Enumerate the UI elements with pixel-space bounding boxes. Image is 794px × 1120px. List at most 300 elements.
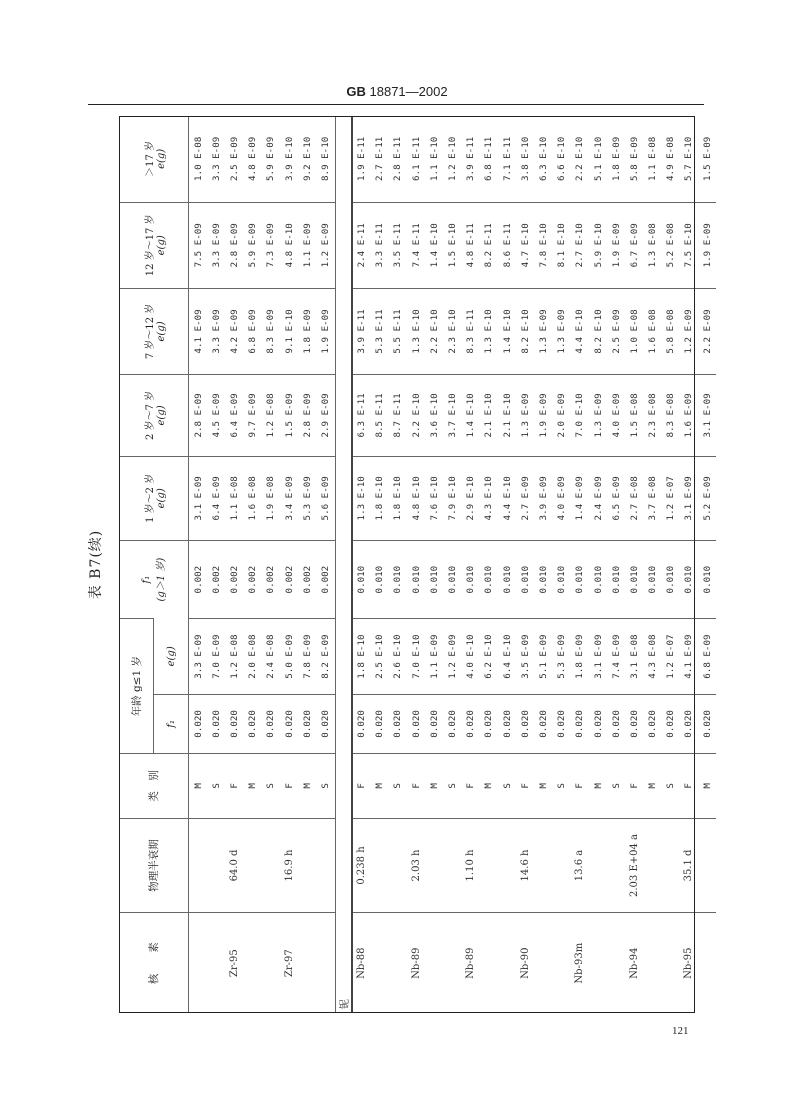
f1-cell: 0.020 bbox=[225, 694, 243, 753]
halflife-cell bbox=[662, 818, 680, 913]
halflife-cell: 64.0 d bbox=[225, 818, 243, 913]
eg-2-7-cell: 6.4 E-09 bbox=[225, 375, 243, 457]
eg-7-12-cell: 1.3 E-10 bbox=[480, 288, 498, 374]
table-row bbox=[371, 116, 389, 1013]
type-cell: F bbox=[516, 754, 534, 819]
eg-infant-cell: 4.1 E-09 bbox=[680, 619, 698, 694]
table-row bbox=[698, 116, 716, 1013]
halflife-cell bbox=[698, 818, 716, 913]
f1-cell: 0.020 bbox=[425, 694, 443, 753]
table-row bbox=[352, 116, 371, 1013]
eg-1-2-cell: 1.6 E-08 bbox=[244, 456, 262, 540]
eg-infant-cell: 7.4 E-09 bbox=[607, 619, 625, 694]
f1-older-cell: 0.002 bbox=[244, 540, 262, 619]
type-cell: S bbox=[607, 754, 625, 819]
eg-1-2-cell: 1.9 E-08 bbox=[262, 456, 280, 540]
eg-17-cell: 5.1 E-10 bbox=[592, 136, 604, 181]
f1-cell: 0.020 bbox=[625, 694, 643, 753]
eg-2-7-cell: 1.6 E-09 bbox=[680, 375, 698, 457]
eg-infant-cell: 1.2 E-09 bbox=[443, 619, 461, 694]
nuclide-cell bbox=[371, 913, 389, 1013]
eg-12-17-cell: 1.9 E-09 bbox=[698, 202, 716, 288]
table-row bbox=[443, 116, 461, 1013]
table-caption: 表 B7(续) bbox=[88, 529, 104, 600]
eg-1-2-cell: 1.8 E-10 bbox=[371, 456, 389, 540]
type-cell: F bbox=[407, 754, 425, 819]
nuclide-cell: Nb-89 bbox=[407, 913, 425, 1013]
f1-older-cell: 0.010 bbox=[698, 540, 716, 619]
nuclide-cell: Zr-97 bbox=[280, 913, 298, 1013]
col-age-2-7-header bbox=[119, 375, 189, 457]
eg-7-12-cell: 3.3 E-09 bbox=[207, 288, 225, 374]
nuclide-cell: Nb-89 bbox=[462, 913, 480, 1013]
nuclide-cell bbox=[498, 913, 516, 1013]
halflife-cell: 2.03 E+04 a bbox=[625, 818, 643, 913]
table-row bbox=[244, 116, 262, 1013]
nuclide-cell bbox=[698, 913, 716, 1013]
f1-older-cell: 0.010 bbox=[352, 540, 371, 619]
f1-older-cell: 0.010 bbox=[607, 540, 625, 619]
col-halflife-header: 物理半衰期 bbox=[119, 818, 189, 913]
eg-2-7-cell: 8.7 E-11 bbox=[389, 375, 407, 457]
eg-7-12-cell: 1.8 E-09 bbox=[298, 288, 316, 374]
halflife-cell bbox=[189, 818, 208, 913]
eg-2-7-cell: 9.7 E-09 bbox=[244, 375, 262, 457]
type-cell: M bbox=[589, 754, 607, 819]
eg-infant-cell: 1.2 E-08 bbox=[225, 619, 243, 694]
eg-infant-cell: 8.2 E-09 bbox=[316, 619, 335, 694]
f1-cell: 0.020 bbox=[534, 694, 552, 753]
halflife-cell bbox=[607, 818, 625, 913]
eg-17-cell: 3.9 E-10 bbox=[283, 136, 295, 181]
nuclide-cell bbox=[644, 913, 662, 1013]
table-row bbox=[389, 116, 407, 1013]
eg-17-cell: 1.0 E-08 bbox=[192, 136, 204, 181]
nuclide-cell: Zr-95 bbox=[225, 913, 243, 1013]
f1-older-cell: 0.010 bbox=[425, 540, 443, 619]
age-2-7-eg: e(g) bbox=[155, 405, 167, 426]
eg-12-17-cell: 5.9 E-10 bbox=[589, 202, 607, 288]
eg-17-cell: 2.7 E-11 bbox=[374, 136, 386, 181]
table-row bbox=[516, 116, 534, 1013]
type-cell: F bbox=[680, 754, 698, 819]
eg-7-12-cell: 1.6 E-08 bbox=[644, 288, 662, 374]
col-f1-older-header bbox=[119, 540, 189, 619]
eg-2-7-cell: 2.1 E-10 bbox=[498, 375, 516, 457]
eg-7-12-cell: 4.1 E-09 bbox=[189, 288, 208, 374]
eg-17-cell: 6.3 E-10 bbox=[537, 136, 549, 181]
eg-1-2-cell: 5.6 E-09 bbox=[316, 456, 335, 540]
table-row bbox=[662, 116, 680, 1013]
table-row bbox=[571, 116, 589, 1013]
halflife-cell bbox=[298, 818, 316, 913]
eg-12-17-cell: 3.3 E-09 bbox=[207, 202, 225, 288]
eg-2-7-cell: 1.5 E-08 bbox=[625, 375, 643, 457]
table-row bbox=[553, 116, 571, 1013]
table-row bbox=[498, 116, 516, 1013]
f1-cell: 0.020 bbox=[316, 694, 335, 753]
eg-12-17-cell: 5.2 E-08 bbox=[662, 202, 680, 288]
eg-infant-cell: 2.6 E-10 bbox=[389, 619, 407, 694]
f1-older-cell: 0.010 bbox=[516, 540, 534, 619]
age-1-2-label: 1 岁～2 岁 bbox=[144, 473, 156, 523]
eg-2-7-cell: 2.0 E-09 bbox=[553, 375, 571, 457]
eg-12-17-cell: 7.8 E-10 bbox=[534, 202, 552, 288]
eg-1-2-cell: 3.7 E-08 bbox=[644, 456, 662, 540]
eg-1-2-cell: 2.7 E-09 bbox=[516, 456, 534, 540]
type-cell: S bbox=[262, 754, 280, 819]
f1-cell: 0.020 bbox=[553, 694, 571, 753]
eg-17-cell: 3.9 E-11 bbox=[465, 136, 477, 181]
halflife-cell bbox=[644, 818, 662, 913]
halflife-cell bbox=[480, 818, 498, 913]
eg-17-cell: 6.8 E-11 bbox=[483, 136, 495, 181]
eg-7-12-cell: 2.2 E-09 bbox=[698, 288, 716, 374]
eg-7-12-cell: 2.5 E-09 bbox=[607, 288, 625, 374]
age-17-label: ＞17 岁 bbox=[144, 140, 156, 177]
eg-12-17-cell: 5.9 E-09 bbox=[244, 202, 262, 288]
eg-1-2-cell: 6.4 E-09 bbox=[207, 456, 225, 540]
halflife-cell: 0.238 h bbox=[352, 818, 371, 913]
eg-12-17-cell: 1.5 E-10 bbox=[443, 202, 461, 288]
f1-older-cell: 0.010 bbox=[462, 540, 480, 619]
nuclide-cell bbox=[425, 913, 443, 1013]
page-number: 121 bbox=[672, 1025, 689, 1037]
f1-older-cell: 0.010 bbox=[644, 540, 662, 619]
eg-infant-cell: 4.3 E-08 bbox=[644, 619, 662, 694]
eg-17-cell: 5.7 E-10 bbox=[683, 136, 695, 181]
header-rule bbox=[88, 104, 704, 105]
f1-cell: 0.020 bbox=[280, 694, 298, 753]
f1-cell: 0.020 bbox=[443, 694, 461, 753]
eg-7-12-cell: 1.4 E-10 bbox=[498, 288, 516, 374]
col-age-12-17-header bbox=[119, 202, 189, 288]
eg-12-17-cell: 8.1 E-10 bbox=[553, 202, 571, 288]
eg-17-cell: 1.9 E-11 bbox=[356, 136, 368, 181]
eg-1-2-cell: 3.4 E-09 bbox=[280, 456, 298, 540]
eg-infant-cell: 3.1 E-09 bbox=[589, 619, 607, 694]
f1-older-cell: 0.010 bbox=[553, 540, 571, 619]
eg-12-17-cell: 1.1 E-09 bbox=[298, 202, 316, 288]
f1-older-cell: 0.002 bbox=[316, 540, 335, 619]
f1-cell: 0.020 bbox=[498, 694, 516, 753]
element-separator-row bbox=[335, 116, 352, 1013]
eg-7-12-cell: 1.3 E-10 bbox=[407, 288, 425, 374]
halflife-cell bbox=[553, 818, 571, 913]
eg-7-12-cell: 1.3 E-09 bbox=[534, 288, 552, 374]
f1-cell: 0.020 bbox=[352, 694, 371, 753]
table-row bbox=[644, 116, 662, 1013]
eg-1-2-cell: 7.6 E-10 bbox=[425, 456, 443, 540]
eg-12-17-cell: 4.8 E-10 bbox=[280, 202, 298, 288]
f1-older-cell: 0.002 bbox=[189, 540, 208, 619]
eg-1-2-cell: 4.3 E-10 bbox=[480, 456, 498, 540]
eg-12-17-cell: 7.5 E-10 bbox=[680, 202, 698, 288]
eg-2-7-cell: 8.5 E-11 bbox=[371, 375, 389, 457]
eg-12-17-cell: 7.4 E-11 bbox=[407, 202, 425, 288]
table-row bbox=[625, 116, 643, 1013]
eg-12-17-cell: 2.8 E-09 bbox=[225, 202, 243, 288]
f1-cell: 0.020 bbox=[389, 694, 407, 753]
eg-17-cell: 4.8 E-09 bbox=[247, 136, 259, 181]
eg-12-17-cell: 7.5 E-09 bbox=[189, 202, 208, 288]
halflife-cell: 35.1 d bbox=[680, 818, 698, 913]
f1-older-sublabel: (g＞1 岁) bbox=[155, 557, 167, 602]
eg-17-cell: 6.6 E-10 bbox=[556, 136, 568, 181]
halflife-cell bbox=[589, 818, 607, 913]
eg-infant-cell: 5.1 E-09 bbox=[534, 619, 552, 694]
table-row bbox=[207, 116, 225, 1013]
type-cell: F bbox=[462, 754, 480, 819]
f1-older-cell: 0.002 bbox=[280, 540, 298, 619]
table-row bbox=[280, 116, 298, 1013]
eg-2-7-cell: 2.1 E-10 bbox=[480, 375, 498, 457]
eg-7-12-cell: 8.3 E-11 bbox=[462, 288, 480, 374]
eg-infant-cell: 3.3 E-09 bbox=[189, 619, 208, 694]
f1-older-cell: 0.010 bbox=[371, 540, 389, 619]
eg-7-12-cell: 2.3 E-10 bbox=[443, 288, 461, 374]
eg-infant-cell: 1.8 E-09 bbox=[571, 619, 589, 694]
eg-7-12-cell: 6.8 E-09 bbox=[244, 288, 262, 374]
eg-17-cell: 5.9 E-09 bbox=[265, 136, 277, 181]
f1-cell: 0.020 bbox=[589, 694, 607, 753]
halflife-cell bbox=[498, 818, 516, 913]
f1-older-cell: 0.010 bbox=[625, 540, 643, 619]
table-row bbox=[225, 116, 243, 1013]
eg-2-7-cell: 2.2 E-10 bbox=[407, 375, 425, 457]
f1-older-cell: 0.010 bbox=[571, 540, 589, 619]
eg-17-cell: 8.9 E-10 bbox=[316, 116, 335, 202]
eg-infant-cell: 7.8 E-09 bbox=[298, 619, 316, 694]
eg-7-12-cell: 1.9 E-09 bbox=[316, 288, 335, 374]
table-row bbox=[607, 116, 625, 1013]
standard-code: GB bbox=[346, 84, 366, 99]
nuclide-cell bbox=[443, 913, 461, 1013]
eg-infant-cell: 2.0 E-08 bbox=[244, 619, 262, 694]
f1-cell: 0.020 bbox=[244, 694, 262, 753]
col-f1-header: f₁ bbox=[154, 694, 189, 753]
age-7-12-label: 7 岁～12 岁 bbox=[144, 303, 156, 360]
standard-number: 18871—2002 bbox=[369, 84, 448, 99]
age-7-12-eg: e(g) bbox=[155, 321, 167, 342]
eg-17-cell: 1.1 E-10 bbox=[428, 136, 440, 181]
nuclide-cell: Nb-94 bbox=[625, 913, 643, 1013]
eg-infant-cell: 1.2 E-07 bbox=[662, 619, 680, 694]
eg-7-12-cell: 8.3 E-09 bbox=[262, 288, 280, 374]
eg-1-2-cell: 3.9 E-09 bbox=[534, 456, 552, 540]
eg-infant-cell: 7.0 E-09 bbox=[207, 619, 225, 694]
eg-17-cell: 6.1 E-11 bbox=[410, 136, 422, 181]
f1-cell: 0.020 bbox=[644, 694, 662, 753]
eg-2-7-cell: 1.5 E-09 bbox=[280, 375, 298, 457]
eg-1-2-cell: 1.1 E-08 bbox=[225, 456, 243, 540]
f1-older-cell: 0.010 bbox=[389, 540, 407, 619]
nuclide-cell: Nb-93m bbox=[571, 913, 589, 1013]
eg-7-12-cell: 8.2 E-10 bbox=[589, 288, 607, 374]
nuclide-cell: Nb-88 bbox=[352, 913, 371, 1013]
type-cell: S bbox=[553, 754, 571, 819]
eg-7-12-cell: 5.8 E-08 bbox=[662, 288, 680, 374]
eg-7-12-cell: 4.2 E-09 bbox=[225, 288, 243, 374]
eg-12-17-cell: 8.6 E-11 bbox=[498, 202, 516, 288]
eg-infant-cell: 7.0 E-10 bbox=[407, 619, 425, 694]
eg-17-cell: 2.2 E-10 bbox=[574, 136, 586, 181]
eg-1-2-cell: 2.9 E-10 bbox=[462, 456, 480, 540]
type-cell: M bbox=[371, 754, 389, 819]
eg-12-17-cell: 4.7 E-10 bbox=[516, 202, 534, 288]
eg-1-2-cell: 5.2 E-09 bbox=[698, 456, 716, 540]
eg-7-12-cell: 3.9 E-11 bbox=[352, 288, 371, 374]
table-row bbox=[189, 116, 208, 1013]
nuclide-cell bbox=[316, 913, 335, 1013]
eg-1-2-cell: 4.8 E-10 bbox=[407, 456, 425, 540]
eg-1-2-cell: 1.4 E-09 bbox=[571, 456, 589, 540]
eg-1-2-cell: 5.3 E-09 bbox=[298, 456, 316, 540]
eg-infant-cell: 6.2 E-10 bbox=[480, 619, 498, 694]
eg-17-cell: 2.5 E-09 bbox=[228, 136, 240, 181]
table-body bbox=[189, 116, 717, 1013]
col-nuclide-header: 核 素 bbox=[119, 913, 189, 1013]
eg-12-17-cell: 7.3 E-09 bbox=[262, 202, 280, 288]
f1-older-label: f₁ bbox=[140, 575, 152, 584]
eg-12-17-cell: 4.8 E-11 bbox=[462, 202, 480, 288]
eg-17-cell: 1.2 E-10 bbox=[447, 136, 459, 181]
table-row bbox=[589, 116, 607, 1013]
col-eg-header: e(g) bbox=[154, 619, 189, 694]
type-cell: M bbox=[298, 754, 316, 819]
eg-17-cell: 1.5 E-09 bbox=[701, 136, 713, 181]
halflife-cell bbox=[534, 818, 552, 913]
eg-infant-cell: 3.5 E-09 bbox=[516, 619, 534, 694]
f1-older-cell: 0.010 bbox=[589, 540, 607, 619]
eg-infant-cell: 1.1 E-09 bbox=[425, 619, 443, 694]
type-cell: M bbox=[189, 754, 208, 819]
eg-12-17-cell: 1.4 E-10 bbox=[425, 202, 443, 288]
nuclide-cell bbox=[553, 913, 571, 1013]
type-cell: M bbox=[480, 754, 498, 819]
table-row bbox=[298, 116, 316, 1013]
halflife-cell: 13.6 a bbox=[571, 818, 589, 913]
eg-12-17-cell: 6.7 E-09 bbox=[625, 202, 643, 288]
eg-1-2-cell: 1.3 E-10 bbox=[352, 456, 371, 540]
eg-2-7-cell: 2.8 E-09 bbox=[189, 375, 208, 457]
element-label: 铌 bbox=[335, 116, 352, 1013]
f1-cell: 0.020 bbox=[571, 694, 589, 753]
eg-1-2-cell: 2.7 E-08 bbox=[625, 456, 643, 540]
eg-17-cell: 4.9 E-08 bbox=[665, 136, 677, 181]
eg-2-7-cell: 3.6 E-10 bbox=[425, 375, 443, 457]
f1-cell: 0.020 bbox=[371, 694, 389, 753]
eg-17-cell: 1.8 E-09 bbox=[610, 136, 622, 181]
eg-2-7-cell: 7.0 E-10 bbox=[571, 375, 589, 457]
type-cell: M bbox=[534, 754, 552, 819]
nuclide-cell: Nb-95 bbox=[680, 913, 698, 1013]
eg-2-7-cell: 1.4 E-10 bbox=[462, 375, 480, 457]
f1-cell: 0.020 bbox=[298, 694, 316, 753]
f1-cell: 0.020 bbox=[207, 694, 225, 753]
eg-7-12-cell: 1.2 E-09 bbox=[680, 288, 698, 374]
eg-1-2-cell: 4.0 E-09 bbox=[553, 456, 571, 540]
col-infant-header: 年龄 g≤1 岁 bbox=[119, 619, 154, 754]
f1-older-cell: 0.002 bbox=[298, 540, 316, 619]
table-row bbox=[462, 116, 480, 1013]
page-header bbox=[0, 84, 794, 99]
age-12-17-label: 12 岁～17 岁 bbox=[144, 214, 156, 277]
f1-older-cell: 0.010 bbox=[407, 540, 425, 619]
table-row bbox=[262, 116, 280, 1013]
eg-7-12-cell: 8.2 E-10 bbox=[516, 288, 534, 374]
nuclide-cell bbox=[207, 913, 225, 1013]
f1-cell: 0.020 bbox=[480, 694, 498, 753]
age-1-2-eg: e(g) bbox=[155, 488, 167, 509]
eg-1-2-cell: 1.2 E-07 bbox=[662, 456, 680, 540]
type-cell: S bbox=[207, 754, 225, 819]
f1-older-cell: 0.002 bbox=[225, 540, 243, 619]
eg-12-17-cell: 2.4 E-11 bbox=[352, 202, 371, 288]
eg-1-2-cell: 6.5 E-09 bbox=[607, 456, 625, 540]
f1-older-cell: 0.010 bbox=[498, 540, 516, 619]
eg-12-17-cell: 3.3 E-11 bbox=[371, 202, 389, 288]
eg-17-cell: 2.8 E-11 bbox=[392, 136, 404, 181]
f1-cell: 0.020 bbox=[698, 694, 716, 753]
eg-17-cell: 9.2 E-10 bbox=[301, 136, 313, 181]
col-age-17-header bbox=[119, 116, 189, 202]
eg-12-17-cell: 1.2 E-09 bbox=[316, 202, 335, 288]
f1-cell: 0.020 bbox=[680, 694, 698, 753]
eg-12-17-cell: 3.5 E-11 bbox=[389, 202, 407, 288]
eg-infant-cell: 1.8 E-10 bbox=[352, 619, 371, 694]
eg-2-7-cell: 2.9 E-09 bbox=[316, 375, 335, 457]
table-row bbox=[316, 116, 335, 1013]
halflife-cell bbox=[262, 818, 280, 913]
eg-2-7-cell: 1.9 E-09 bbox=[534, 375, 552, 457]
halflife-cell bbox=[316, 818, 335, 913]
f1-older-cell: 0.010 bbox=[680, 540, 698, 619]
eg-2-7-cell: 1.2 E-08 bbox=[262, 375, 280, 457]
eg-1-2-cell: 7.9 E-10 bbox=[443, 456, 461, 540]
eg-12-17-cell: 8.2 E-11 bbox=[480, 202, 498, 288]
f1-cell: 0.020 bbox=[607, 694, 625, 753]
eg-infant-cell: 2.4 E-08 bbox=[262, 619, 280, 694]
type-cell: M bbox=[425, 754, 443, 819]
dose-coefficient-table bbox=[119, 116, 716, 1013]
eg-17-cell: 3.3 E-09 bbox=[210, 136, 222, 181]
eg-2-7-cell: 4.5 E-09 bbox=[207, 375, 225, 457]
type-cell: F bbox=[625, 754, 643, 819]
nuclide-cell bbox=[662, 913, 680, 1013]
table-row bbox=[534, 116, 552, 1013]
eg-infant-cell: 3.1 E-08 bbox=[625, 619, 643, 694]
f1-older-cell: 0.002 bbox=[207, 540, 225, 619]
eg-7-12-cell: 5.3 E-11 bbox=[371, 288, 389, 374]
eg-2-7-cell: 8.3 E-08 bbox=[662, 375, 680, 457]
f1-older-cell: 0.010 bbox=[480, 540, 498, 619]
f1-older-cell: 0.010 bbox=[662, 540, 680, 619]
halflife-cell bbox=[371, 818, 389, 913]
eg-2-7-cell: 2.3 E-08 bbox=[644, 375, 662, 457]
eg-infant-cell: 6.8 E-09 bbox=[698, 619, 716, 694]
table-row bbox=[425, 116, 443, 1013]
table-row bbox=[407, 116, 425, 1013]
eg-12-17-cell: 1.9 E-09 bbox=[607, 202, 625, 288]
nuclide-cell bbox=[262, 913, 280, 1013]
type-cell: S bbox=[662, 754, 680, 819]
f1-cell: 0.020 bbox=[662, 694, 680, 753]
eg-17-cell: 5.8 E-09 bbox=[628, 136, 640, 181]
type-cell: S bbox=[443, 754, 461, 819]
eg-7-12-cell: 1.0 E-08 bbox=[625, 288, 643, 374]
nuclide-cell bbox=[298, 913, 316, 1013]
